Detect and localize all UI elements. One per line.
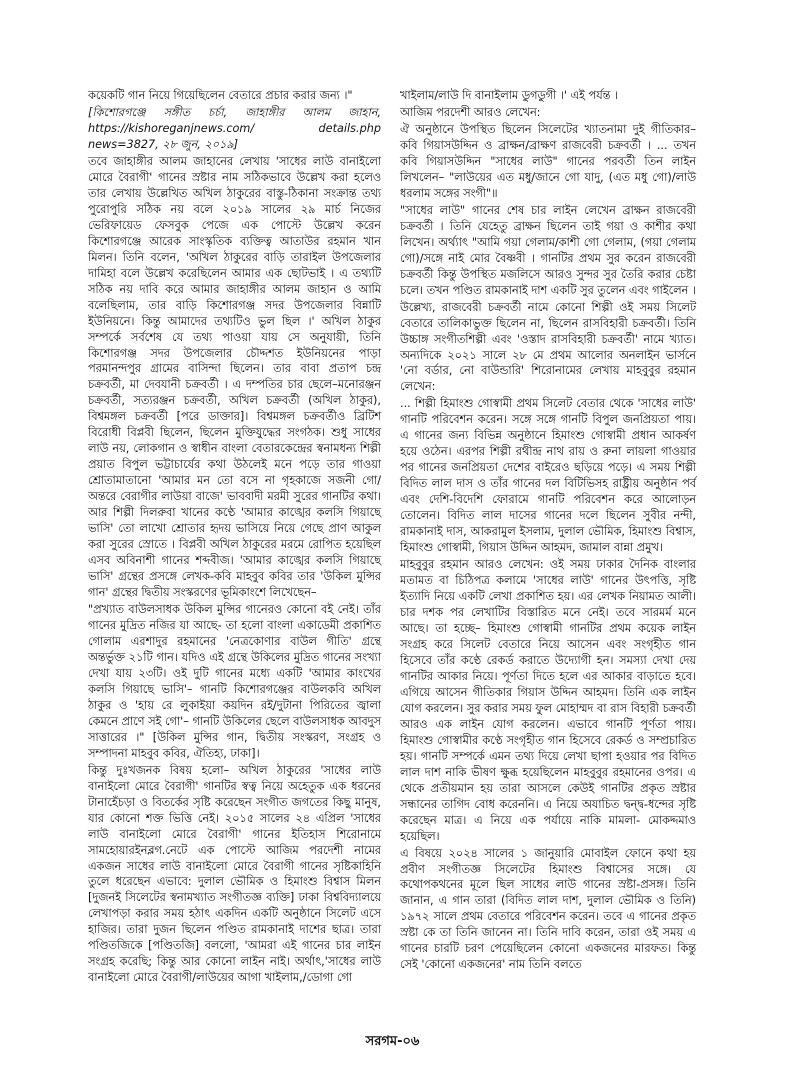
paragraph: কিন্তু দুঃখজনক বিষয় হলো– অখিল ঠাকুরের 'সাধের লাউ বানাইলো মোরে বৈরাগী' গানটির স্বত্ব নিয়ে অহেতুক এক ধরনের টানাহেঁচড়া ও বিতর্কের সৃষ্টি করেছেন সংগীত জগতের কিছু মানুষ, যার কোনো শক্ত ভিত্তি নেই। ২০১৫ সালের ২৪ এপ্রিল 'সাধের লাউ বানাইলো মোরে বৈরাগী' গানের ইতিহাস শিরোনামে সামহোয়ারইনব্লগ.নেটে এক পোস্টে আজিম পরদেশী নামের একজন সাধের লাউ বানাইলো মোরে বৈরাগী গানের সৃষ্টিকাহিনি তুলে ধরেছেন এভাবে: দুলাল ভৌমিক ও হিমাংশু বিশ্বাস মিলন [দুজনই সিলেটের স্বনামখ্যাত সংগীতজ্ঞ ব্যক্তি] ঢাকা বিশ্ববিদ্যালয়ে লেখাপড়া করার সময় হঠাৎ একদিন একটি অনুষ্ঠানে সিলেট এসে হাজির। তারা দুজন ছিলেন পণ্ডিত রামকানাই দাশের ছাত্র। তারা পণ্ডিতজিকে [পণ্ডিতজি] বললো, 'আমরা এই গানের চার লাইন সংগ্রহ করেছি; কিন্তু আর কোনো লাইন নাই। অর্থাৎ,'সাধের লাউ বানাইলো মোরে বৈরাগী/লাউয়ের আগা খাইলাম,/ডোগা গো [88,763,381,985]
paragraph: তবে জাহাঙ্গীর আলম জাহানের লেখায় 'সাধের লাউ বানাইলো মোরে বৈরাগী' গানের স্রষ্টার নাম সঠিকভাবে উল্লেখ করা হলেও তার লেখায় উল্লেখিত অখিল ঠাকুরের বাস্তু-ঠিকানা সংক্রান্ত তথ্য পুরোপুরি সঠিক নয় বলে ২০১৯ সালের ২৯ মার্চ নিজের ভেরিফায়েড ফেসবুক পেজে এক পোস্টে উল্লেখ করেন কিশোরগঞ্জে আরেক সাংস্কৃতিক ব্যক্তিত্ব আতাউর রহমান খান মিলন। তিনি বলেন, 'অখিল ঠাকুরের বাড়ি তারাইল উপজেলার দামিহা বলে উল্লেখ করেছিলেন আমার এক ছোটভাই । এ তথ্যটি সঠিক নয় দাবি করে আমার জাহাঙ্গীর আলম জাহান ও আমি বলেছিলাম, তার বাড়ি কিশোরগঞ্জ সদর উপজেলার বিন্নাটি ইউনিয়নে। কিন্তু আমাদের তথ্যটিও ভুল ছিল ।' অখিল ঠাকুর সম্পর্কে সর্বশেষ যে তথ্য পাওয়া যায় সে অনুযায়ী, তিনি কিশোরগঞ্জ সদর উপজেলার চৌদ্দশত ইউনিয়নের পাড়া পরমানন্দপুর গ্রামের বাসিন্দা ছিলেন। তার বাবা প্রতাপ চন্দ্র চক্রবর্তী, মা দেবযানী চক্রবর্তী । এ দম্পতির চার ছেলে–মনোরঞ্জন চক্রবর্তী, সত্যরঞ্জন চক্রবর্তী, অখিল চক্রবর্তী (অখিল ঠাকুর), বিশ্বমঙ্গল চক্রবর্তী [পরে ডাক্তার]। বিশ্বমঙ্গল চক্রবর্তীও ব্রিটিশ বিরোধী বিপ্লবী ছিলেন, ছিলেন মুক্তিযুদ্ধের সংগঠক। শুধু সাধের লাউ নয়, লোকগান ও স্বাধীন বাংলা বেতারকেন্দ্রের স্বনামধন্য শিল্পী প্রয়াত বিপুল ভট্টাচার্যের কথা উঠলেই মনে পড়ে তার গাওয়া শ্রোতামাতানো 'আমার মন তো বসে না গৃহকাজে সজনী গো/অন্তরে বেরাগীর লাউয়া বাজে' ভাববাদী মরমী সুরের গানটির কথা। আর শিল্পী দিলরুবা খানের কণ্ঠে 'আমার কাঙ্খের কলসি গিয়াছে ভাসি' তো লাখো শ্রোতার হৃদয় ভাসিয়ে নিয়ে গেছে প্রাণ আকুল করা সুরের স্রোতে । বিপ্লবী অখিল ঠাকুরের মরমে রোপিত হয়েছিল এসব অবিনাশী গানের শব্দবীজ। 'আমার কাঙ্খের কলসি গিয়াছে ভাসি' গ্রন্থের প্রসঙ্গে লেখক-কবি মাহবুব কবির তার 'উকিল মুন্সির গান' গ্রন্থের দ্বিতীয় সংস্করণের ভূমিকাংশে লিখেছেন– [88,154,381,600]
paragraph: "প্রখ্যাত বাউলসাধক উকিল মুন্সির গানেরও কোনো বই নেই। তাঁর গানের মুদ্রিত নজির যা আছে- তা হলো বাংলা একাডেমী প্রকাশিত গোলাম এরশাদুর রহমানের 'নেত্রকোণার বাউল গীতি' গ্রন্থে অন্তর্ভুক্ত ২১টি গান। যদিও এই গ্রন্থে উকিলের মুদ্রিত গানের সংখ্যা দেখা যায় ২৩টি। ওই দুটি গানের মধ্যে একটি 'আমার কাংখের কলসি গিয়াছে ভাসি'– গানটি কিশোরগঞ্জের বাউলকবি অখিল ঠাকুর ও 'হায় রে লুকাইয়া কয়দিন রই/দুটানা পিরিতের জ্বালা কেমনে প্রাণে সই গো'– গানটি উকিলের ছেলে বাউলসাধক আবদুস সাত্তারের ।" [উকিল মুন্সির গান, দ্বিতীয় সংস্করণ, সংগ্রহ ও সম্পাদনা মাহবুব কবির, ঐতিহ্য, ঢাকা]। [88,603,381,760]
paragraph: আজিম পরদেশী আরও লেখেন: [400,105,541,119]
paragraph: ... শিল্পী হিমাংশু গোস্বামী প্রথম সিলেট বেতার থেকে 'সাধের লাউ' গানটি পরিবেশন করেন। সঙ্গে সঙ্গে গানটি বিপুল জনপ্রিয়তা পায়। এ গানের জন্য বিভিন্ন অনুষ্ঠানে হিমাংশু গোস্বামী প্রধান আকর্ষণ হয়ে ওঠেন। এরপর শিল্পী রথীন্দ্র নাথ রায় ও রুনা লায়লা গাওয়ার পর গানের জনপ্রিয়তা দেশের বাইরেও ছড়িয়ে পড়ে। এ সময় শিল্পী বিদিত লাল দাস ও তাঁর গানের দল বিটিভিসহ রাষ্ট্রীয় অনুষ্ঠান পর্ব এবং দেশি-বিদেশি ফোরামে গানটি পরিবেশন করে আলোড়ন তোলেন। বিদিত লাল দাসের গানের দলে ছিলেন সুবীর নন্দী, রামকানাই দাস, আকরামুল ইসলাম, দুলাল ভৌমিক, হিমাংশু বিশ্বাস, হিমাংশু গোস্বামী, গিয়াস উদ্দিন আহমদ, জামাল বান্না প্রমুখ। [400,397,696,555]
paragraph: "সাধের লাউ" গানের শেষ চার লাইন লেখেন ব্রাক্ষন রাজবেরী চক্রবর্তী । তিনি যেহেতু ব্রাক্ষন ছিলেন তাই গয়া ও কাশীর কথা লিখেন। অর্থ্যাৎ "আমি গয়া গেলাম/কাশী গো গেলাম, (গয়া গেলাম গো)/সঙ্গে নাই মোর বৈষ্ণবী । গানটির প্রথম সুর করেন রাজবেরী চক্রবর্তী কিন্তু উপস্থিত মজলিসে আরও সুন্দর সুর তৈরি করার চেষ্টা চলে। তখন পণ্ডিত রামকানাই দাশ একটি সুর তুলেন এবং গাইলেন । [400,203,696,297]
paragraph: [কিশোরগঞ্জে সঙ্গীত চর্চা, জাহাঙ্গীর আলম জাহান, https://kishoreganjnews.com/ details.php news=3827, ২৮ জুন, ২০১৯] [88,105,381,151]
paragraph: ঐ অনুষ্ঠানে উপস্থিত ছিলেন সিলেটের খ্যাতনামা দুই গীতিকার– কবি গিয়াসউদ্দিন ও ব্রাক্ষন/ব্রাক্ষণ রাজবেরী চক্রবর্তী । ... তখন কবি গিয়াসউদ্দিন "সাধের লাউ" গানের পরবর্তী তিন লাইন লিখলেন– "লাউয়ের এত মধু/জানে গো যাদু, (এত মধু গো)/লাউ ধরলাম সঙ্গের সংগী"॥ [400,122,696,200]
article-column-left [88,88,381,987]
page-footer: সরগম-০৬ [365,1034,420,1049]
paragraph: মাহবুবুর রহমান আরও লেখেন: ওই সময় ঢাকার দৈনিক বাংলার মতামত বা চিঠিপত্র কলামে 'সাধের লাউ' গানের উৎপত্তি, সৃষ্টি ইত্যাদি নিয়ে একটি লেখা প্রকাশিত হয়। এর লেখক নিয়ামত আলী। চার দশক পর লেখাটির বিস্তারিত মনে নেই। তবে সারমর্ম মনে আছে। তা হচ্ছে– হিমাংশু গোস্বামী গানটির প্রথম কয়েক লাইন সংগ্রহ করে সিলেট বেতারে নিয়ে আসেন এবং সংগৃহীত গান হিসেবে তাঁর কণ্ঠে রেকর্ড করাতে উদ্যোগী হন। সমস্যা দেখা দেয় গানটির আকার নিয়ে। পূর্ণতা দিতে হলে এর আকার বাড়াতে হবে। এগিয়ে আসেন গীতিকার গিয়াস উদ্দিন আহমদ। তিনি এক লাইন যোগ করলেন। সুর করার সময় ফুল মোহাম্মদ বা রাস বিহারী চক্রবর্তী আরও এক লাইন যোগ করলেন। এভাবে গানটি পূর্ণতা পায়। হিমাংশু গোস্বামীর কণ্ঠে সংগৃহীত গান হিসেবে রেকর্ড ও সম্প্রচারিত হয়। গানটি সম্পর্কে এমন তথ্য দিয়ে লেখা ছাপা হওয়ার পর বিদিত লাল দাশ নাকি ভীষণ ক্ষুব্ধ হয়েছিলেন মাহবুবুর রহমানের ওপর। এ থেকে প্রতীয়মান হয় তারা আসলে কেউই গানটির প্রকৃত স্রষ্টার সন্ধানের তাগিদ বোধ করেননি। এ নিয়ে অযাচিত দ্বন্দ্ব-ধন্দের সৃষ্টি করেছেন মাত্র। এ নিয়ে এক পর্যায়ে নাকি মামলা- মোকদ্দমাও হয়েছিল। [400,558,696,843]
paragraph: খাইলাম/লাউ দি বানাইলাম ডুগডুগী ।' এই পর্যন্ত । [400,89,618,102]
paragraph: এ বিষয়ে ২০২৪ সালের ১ জানুয়ারি মোবাইল ফোনে কথা হয় প্রবীণ সংগীতজ্ঞ সিলেটের হিমাংশু বিশ্বাসের সঙ্গে। যে কথোপকথনের মূলে ছিল সাধের লাউ গানের স্রষ্টা-প্রসঙ্গ। তিনি জানান, এ গান তারা (বিদিত লাল দাশ, দুলাল ভৌমিক ও তিনি) ১৯৭২ সালে প্রথম বেতারে পরিবেশন করেন। তবে এ গানের প্রকৃত স্রষ্টা কে তা তিনি জানেন না। তিনি দাবি করেন, তারা ওই সময় এ গানের চারটি চরণ পেয়েছিলেন কোনো একজনের মারফত। কিন্তু সেই 'কোনো একজনের' নাম তিনি বলতে [400,846,696,972]
article-column-right [400,88,696,974]
paragraph: কয়েকটি গান নিয়ে গিয়েছিলেন বেতারে প্রচার করার জন্য ।" [88,89,353,102]
paragraph: উল্লেখ্য, রাজবেরী চক্রবর্তী নামে কোনো শিল্পী ওই সময় সিলেট বেতারে তালিকাভুক্ত ছিলেন না, ছিলেন রাসবিহারী চক্রবর্তী। তিনি উচ্চাঙ্গ সংগীতশিল্পী এবং 'ওস্তাদ রাসবিহারী চক্রবর্তী' নামে খ্যাত। অন্যদিকে ২০২১ সালে ২৮ মে প্রথম আলোর অনলাইন ভার্সনে 'নো বর্ডার, নো বাউন্ডারি' শিরোনামের লেখায় মাহবুবুর রহমান লেখেন: [400,300,696,394]
